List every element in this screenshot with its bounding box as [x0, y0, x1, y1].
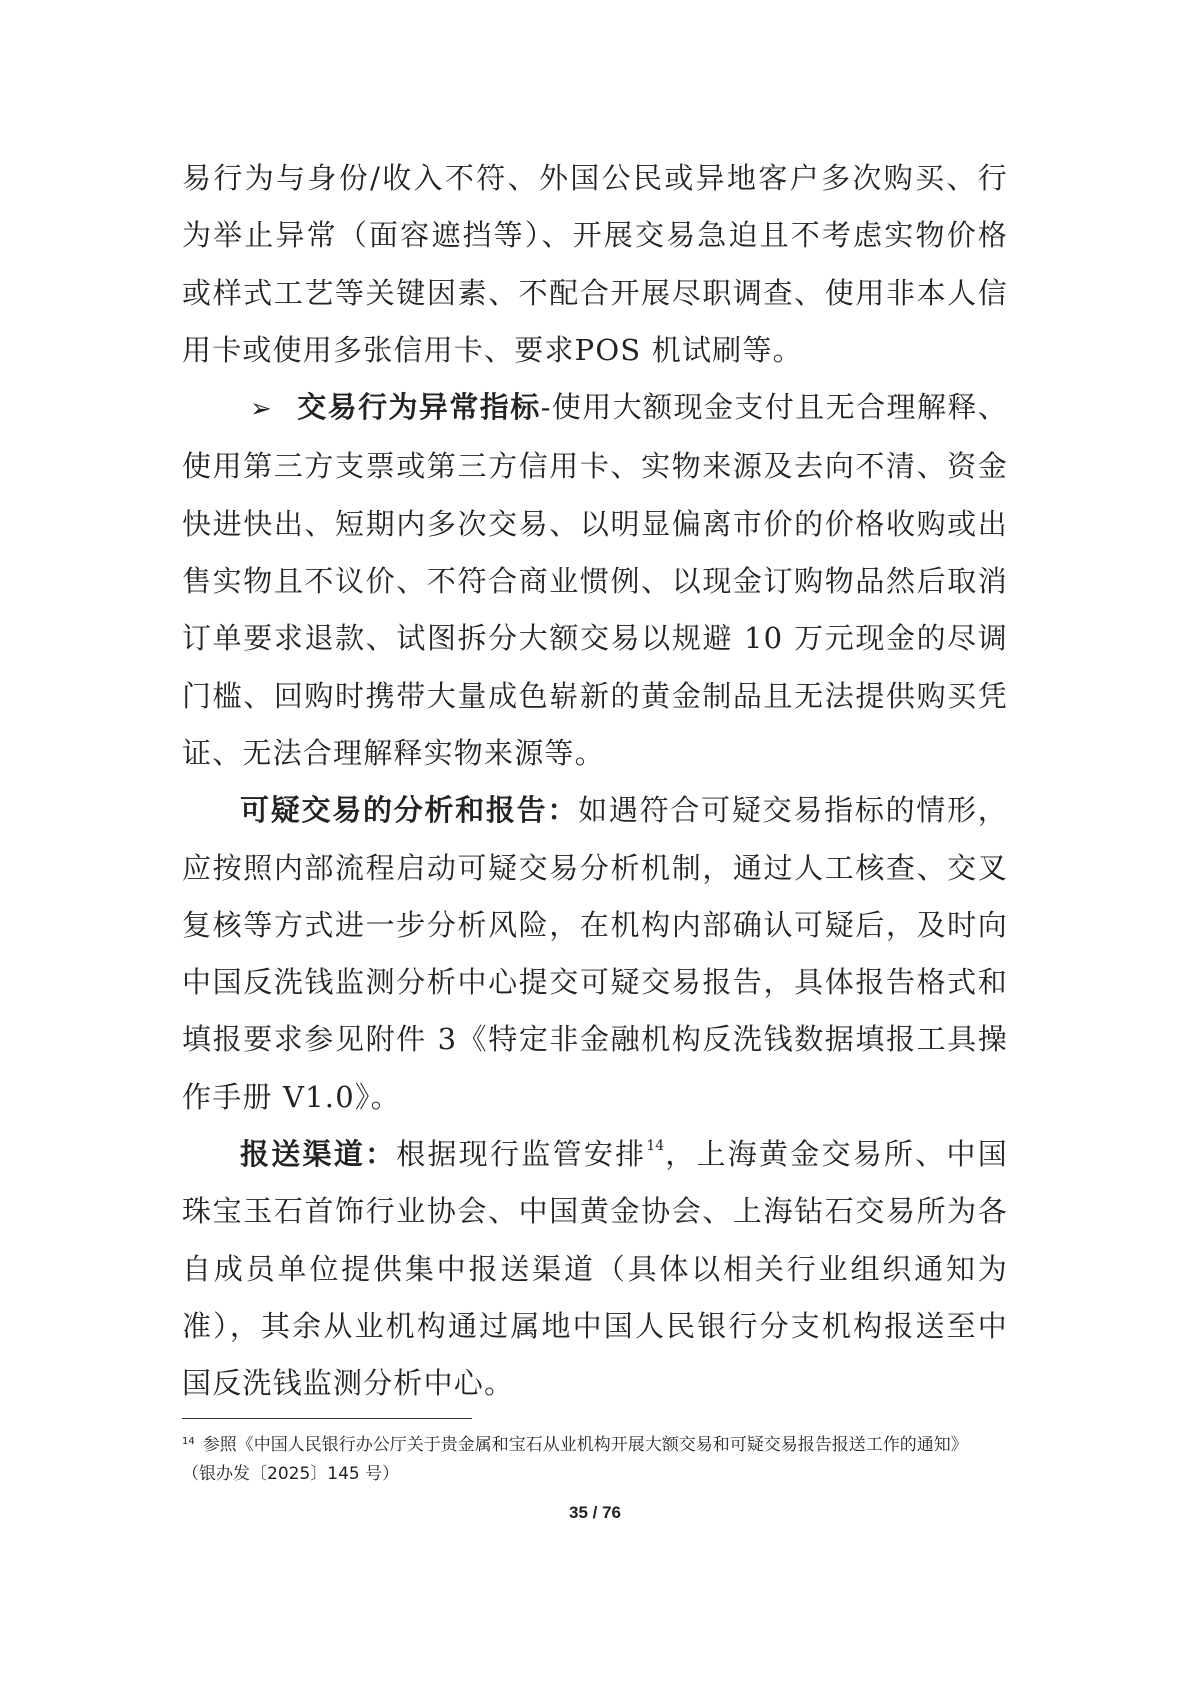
paragraph-abnormal-transaction-indicators: [182, 379, 1008, 782]
paragraph-reporting-channel: [182, 1126, 1008, 1412]
section-heading-suspicious-analysis: 可疑交易的分析和报告：: [240, 793, 579, 828]
section-heading-reporting-channel: 报送渠道：: [240, 1137, 397, 1172]
reporting-text-after: ，上海黄金交易所、中国珠宝玉石首饰行业协会、中国黄金协会、上海钻石交易所为各自成员单位提供集中报送渠道（具体以相关行业组织通知为准），其余从业机构通过属地中国人民银行分支机构报送至中国反洗钱监测分析中心。: [182, 1137, 1008, 1401]
reporting-text-before: 根据现行监管安排: [396, 1137, 647, 1172]
indicator-text: -使用大额现金支付且无合理解释、使用第三方支票或第三方信用卡、实物来源及去向不清、资金快进快出、短期内多次交易、以明显偏离市价的价格收购或出售实物且不议价、不符合商业惯例、以现金订购物品然后取消订单要求退款、试图拆分大额交易以规避 10 万元现金的尽调门槛、回购时携带大量成色崭新的黄金制品且无法提供购买凭证、无法合理解释实物来源等。: [182, 390, 1008, 770]
paragraph-suspicious-analysis: [182, 782, 1008, 1126]
footnote-text-1: 参照《中国人民银行办公厅关于贵金属和宝石从业机构开展大额交易和可疑交易报告报送工作的通知》: [202, 1435, 968, 1455]
footnote: [182, 1427, 1018, 1489]
body-text: [182, 150, 1008, 1413]
indicator-heading: 交易行为异常指标: [297, 390, 541, 425]
footnote-line-1: [182, 1427, 1018, 1460]
section-text-suspicious-analysis: 如遇符合可疑交易指标的情形，应按照内部流程启动可疑交易分析机制，通过人工核查、交叉复核等方式进一步分析风险，在机构内部确认可疑后，及时向中国反洗钱监测分析中心提交可疑交易报告，具体报告格式和填报要求参见附件 3《特定非金融机构反洗钱数据填报工具操作手册 V1.0》。: [182, 793, 1008, 1114]
footnote-mark: 14: [182, 1436, 195, 1447]
footnote-reference[interactable]: 14: [646, 1138, 665, 1155]
paragraph-customer-behavior: 易行为与身份/收入不符、外国公民或异地客户多次购买、行为举止异常（面容遮挡等）、开展交易急迫且不考虑实物价格或样式工艺等关键因素、不配合开展尽职调查、使用非本人信用卡或使用多张信用卡、要求POS 机试刷等。: [182, 161, 1008, 367]
footnote-line-2: （银办发〔2025〕145 号）: [182, 1464, 400, 1484]
footnote-divider: [182, 1418, 472, 1419]
arrow-bullet-icon: ➢: [250, 394, 273, 425]
page-number: 35 / 76: [569, 1503, 621, 1522]
